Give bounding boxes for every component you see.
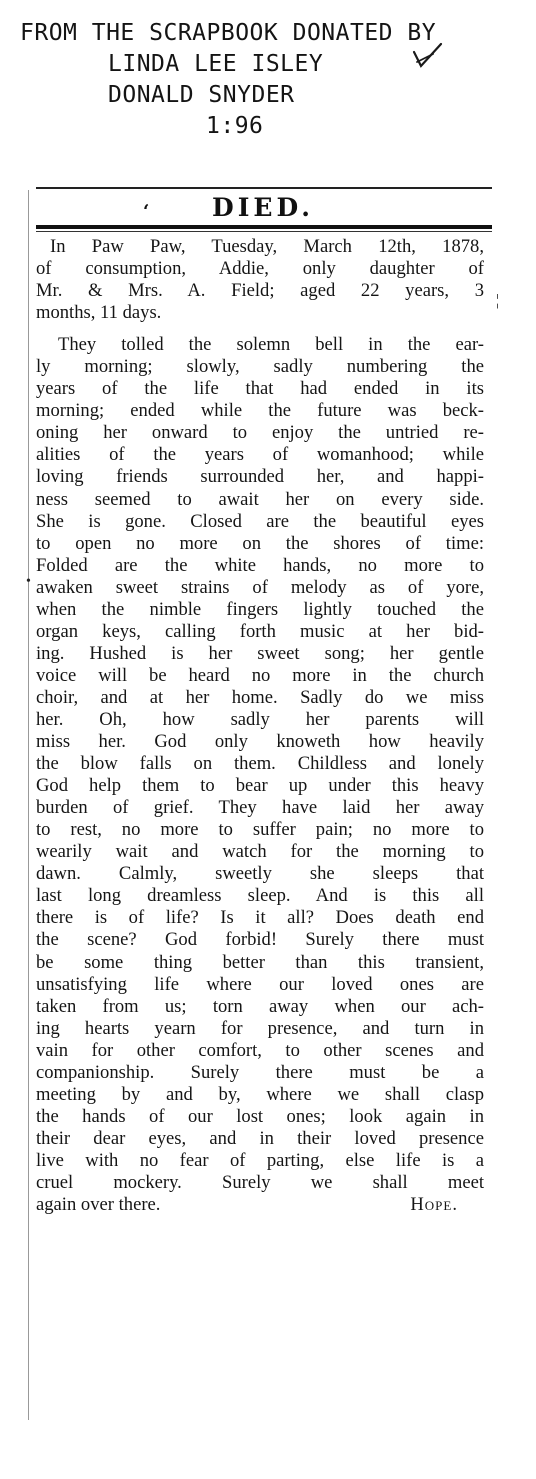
tribute-line: awaken sweet strains of melody as of yore, xyxy=(36,576,484,598)
notice-line: months, 11 days. xyxy=(36,302,162,324)
margin-tick-mark: ¦ xyxy=(496,292,500,309)
header-line-donor-2: DONALD SNYDER xyxy=(108,82,295,108)
tribute-line: choir, and at her home. Sadly do we miss xyxy=(36,686,484,708)
tribute-line: to rest, no more to suffer pain; no more to xyxy=(36,819,484,841)
handwritten-checkmark-icon xyxy=(411,40,445,70)
tribute-paragraph xyxy=(36,334,484,1194)
heading-heavy-rule xyxy=(36,225,492,229)
tribute-line: ing hearts yearn for presence, and turn in xyxy=(36,1017,484,1039)
tribute-line: Folded are the white hands, no more to xyxy=(36,554,484,576)
closing-text: again over there. xyxy=(36,1194,161,1216)
top-rule xyxy=(36,187,492,189)
tribute-line: morning; ended while the future was beck- xyxy=(36,400,484,422)
tribute-line: They tolled the solemn bell in the ear- xyxy=(58,334,484,356)
header-line-year: 1:96 xyxy=(206,113,264,139)
tribute-line: ly morning; slowly, sadly numbering the xyxy=(36,356,484,378)
tribute-line: voice will be heard no more in the church xyxy=(36,664,484,686)
tribute-line: years of the life that had ended in its xyxy=(36,378,484,400)
tribute-line: the scene? God forbid! Surely there must xyxy=(36,929,484,951)
notice-line: of consumption, Addie, only daughter of xyxy=(36,258,484,280)
tribute-line: meeting by and by, where we shall clasp xyxy=(36,1083,484,1105)
tribute-line: companionship. Surely there must be a xyxy=(36,1061,484,1083)
tribute-line: wearily wait and watch for the morning to xyxy=(36,841,484,863)
margin-dot-mark: • xyxy=(26,574,31,589)
notice-line: In Paw Paw, Tuesday, March 12th, 1878, xyxy=(50,236,484,257)
tribute-line: when the nimble fingers lightly touched the xyxy=(36,598,484,620)
clipping-cut-edge xyxy=(28,190,29,1420)
died-heading xyxy=(28,192,498,224)
tribute-line: ness seemed to await her on every side. xyxy=(36,488,484,510)
tribute-line: be some thing better than this transient, xyxy=(36,951,484,973)
tribute-line: alities of the years of womanhood; while xyxy=(36,444,484,466)
obituary-text xyxy=(36,236,484,1216)
tribute-line: oning her onward to enjoy the untried re- xyxy=(36,422,484,444)
tribute-line: vain for other comfort, to other scenes and xyxy=(36,1039,484,1061)
header-line-donated-by: FROM THE SCRAPBOOK DONATED BY xyxy=(20,20,437,46)
newspaper-clipping xyxy=(28,180,498,1440)
closing-line xyxy=(36,1194,484,1216)
tribute-line: burden of grief. They have laid her away xyxy=(36,797,484,819)
tribute-line: ing. Hushed is her sweet song; her gentle xyxy=(36,642,484,664)
tribute-line: She is gone. Closed are the beautiful eyes xyxy=(36,510,484,532)
heading-mark: ‘ xyxy=(143,201,154,222)
heading-thin-rule xyxy=(36,231,492,232)
tribute-line: cruel mockery. Surely we shall meet xyxy=(36,1171,484,1193)
tribute-line: there is of life? Is it all? Does death end xyxy=(36,907,484,929)
tribute-line: loving friends surrounded her, and happi- xyxy=(36,466,484,488)
header-line-donor-1: LINDA LEE ISLEY xyxy=(108,51,324,77)
notice-line: Mr. & Mrs. A. Field; aged 22 years, 3 xyxy=(36,280,484,302)
tribute-line: the hands of our lost ones; look again in xyxy=(36,1105,484,1127)
tribute-line: live with no fear of parting, else life is a xyxy=(36,1149,484,1171)
author-signature: Hope. xyxy=(410,1194,458,1216)
tribute-line: taken from us; torn away when our ach- xyxy=(36,995,484,1017)
tribute-line: to open no more on the shores of time: xyxy=(36,532,484,554)
tribute-line: miss her. God only knoweth how heavily xyxy=(36,731,484,753)
tribute-line: their dear eyes, and in their loved presence xyxy=(36,1127,484,1149)
died-heading-text: DIED. xyxy=(212,193,314,222)
tribute-line: unsatisfying life where our loved ones are xyxy=(36,973,484,995)
tribute-line: her. Oh, how sadly her parents will xyxy=(36,708,484,730)
tribute-line: last long dreamless sleep. And is this all xyxy=(36,885,484,907)
tribute-line: the blow falls on them. Childless and lonely xyxy=(36,753,484,775)
tribute-line: dawn. Calmly, sweetly she sleeps that xyxy=(36,863,484,885)
tribute-line: organ keys, calling forth music at her bid- xyxy=(36,620,484,642)
death-notice-paragraph xyxy=(36,236,484,324)
tribute-line: God help them to bear up under this heavy xyxy=(36,775,484,797)
